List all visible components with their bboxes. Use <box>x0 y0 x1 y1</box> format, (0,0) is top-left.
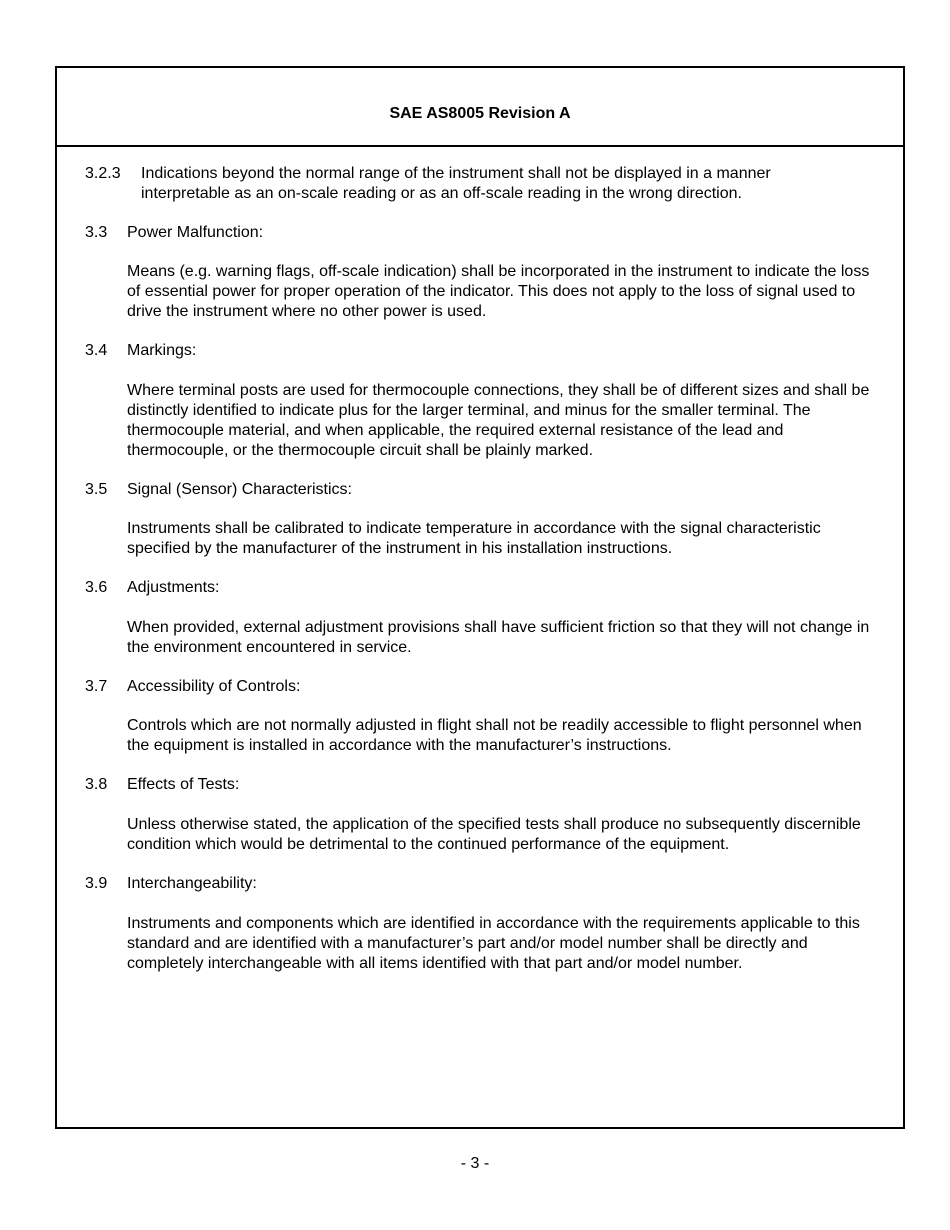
section-heading: Markings: <box>127 342 197 359</box>
section-heading: Signal (Sensor) Characteristics: <box>127 481 352 498</box>
page-frame <box>55 66 905 1129</box>
section-number: 3.2.3 <box>85 165 121 182</box>
section-number: 3.5 <box>85 481 108 498</box>
section-heading: Adjustments: <box>127 579 220 596</box>
section-heading: Accessibility of Controls: <box>127 678 301 695</box>
section-number: 3.9 <box>85 875 108 892</box>
section-3-9-body: Instruments and components which are identified in accordance with the requirements applicable to this standard and are identified with a manufacturer’s part and/or model number shall be directly and completely interchangeable with all items identified with that part and/or model number. <box>127 915 860 972</box>
section-number: 3.3 <box>85 224 108 241</box>
section-number: 3.7 <box>85 678 108 695</box>
section-3-5-body: Instruments shall be calibrated to indicate temperature in accordance with the signal characteristic specified by the manufacturer of the instrument in his installation instructions. <box>127 520 821 557</box>
section-heading: Power Malfunction: <box>127 224 264 241</box>
section-number: 3.8 <box>85 776 108 793</box>
page-number: - 3 - <box>460 1155 490 1172</box>
document-title: SAE AS8005 Revision A <box>389 105 571 122</box>
section-heading: Interchangeability: <box>127 875 257 892</box>
section-3-3-body: Means (e.g. warning flags, off-scale indication) shall be incorporated in the instrument to indicate the loss of essential power for proper operation of the indicator. This does not apply to the loss of signal used to drive the instrument where no other power is used. <box>127 263 870 320</box>
section-3-4-body: Where terminal posts are used for thermocouple connections, they shall be of different sizes and shall be distinctly identified to indicate plus for the larger terminal, and minus for the smaller terminal. The thermocouple material, and when applicable, the required external resistance of the lead and thermocouple, or the thermocouple circuit shall be plainly marked. <box>127 382 870 459</box>
document-header <box>57 68 903 147</box>
section-3-6-body: When provided, external adjustment provisions shall have sufficient friction so that they will not change in the environment encountered in service. <box>127 619 870 656</box>
section-number: 3.6 <box>85 579 108 596</box>
section-text: Indications beyond the normal range of the instrument shall not be displayed in a manner interpretable as an on-scale reading or as an off-scale reading in the wrong direction. <box>141 165 771 202</box>
section-3-8-body: Unless otherwise stated, the application of the specified tests shall produce no subsequently discernible condition which would be detrimental to the continued performance of the equipment. <box>127 816 861 853</box>
section-number: 3.4 <box>85 342 108 359</box>
section-3-7-body: Controls which are not normally adjusted in flight shall not be readily accessible to flight personnel when the equipment is installed in accordance with the manufacturer’s instructions. <box>127 717 862 754</box>
section-heading: Effects of Tests: <box>127 776 240 793</box>
